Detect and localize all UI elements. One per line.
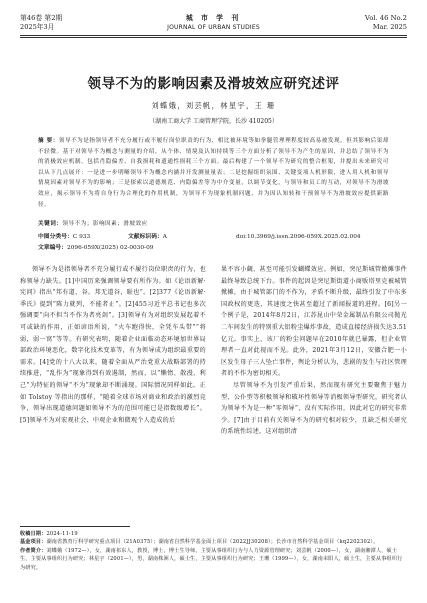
clc-value: C 933 xyxy=(72,234,91,240)
header-center xyxy=(0,14,427,32)
doccode-value: A xyxy=(162,234,167,240)
footnotes xyxy=(20,530,407,572)
author-bio-value: 刘蝶娥（1972—），女，湖南祁东人，教授，博士，博士生导师，主要从事组织行为与人力资源管理研究；刘芸帆（2000—），女，湖南湘潭人，硕士生，主要从事组织行为研究；林星宇（2001—），男，湖南株洲人，硕士生，主要从事组织行为研究；王珊（1999—），女，湖南耒阳人，硕士生，主要从事组织行为研究。 xyxy=(20,547,403,571)
body-paragraph: 尽管领导不为引发严重后果，然而现有研究主要聚焦于魅力型、公仆型等积极领导和破坏性领导等消极领导型研究，研究者认为领导不为是一种“零领导”，没有实际作用，因此对它的研究非常少。[7]由于目前有关领导不为的研究相对较少，且缺乏相关研究的系统性综述，这对组织清 xyxy=(221,381,407,436)
keywords-text: 领导不为；影响因素；滑坡效应 xyxy=(62,221,148,227)
article-title: 领导不为的影响因素及滑坡效应研究述评 xyxy=(87,76,340,92)
body-column-right xyxy=(221,264,407,438)
received-date xyxy=(20,530,407,538)
clc-label: 中图分类号： xyxy=(38,234,73,240)
doi xyxy=(236,233,361,242)
header-rule-top xyxy=(20,35,407,36)
footnote-rule xyxy=(20,526,130,527)
articleno-value: 2096-059X(2025) 02-0030-09 xyxy=(67,245,154,251)
journal-name-cn: 城 市 学 刊 xyxy=(185,14,242,22)
volume-issue-en: Vol. 46 No.2 xyxy=(364,14,407,22)
fund-value: 湖南省教育厅科学研究重点项目（21A0375）；湖南省自然科学基金面上项目（2022JJ30208）；长沙市自然科学基金项目（kq2202302）。 xyxy=(46,539,379,546)
article-authors: 刘蝶娥，刘芸帆，林星宇，王 珊 xyxy=(151,101,276,110)
fund-label: 基金项目： xyxy=(20,539,47,546)
abstract-label: 摘 要： xyxy=(38,138,59,144)
received-value: 2024-11-19 xyxy=(46,531,78,537)
abstract xyxy=(38,136,389,210)
doi-label: doi: xyxy=(236,234,248,240)
header-rule-bottom xyxy=(20,37,407,38)
body-paragraph: 果不容小觑，甚至可能引发蝴蝶效应。例如，突尼斯城管掀摊事件最终导致总统下台。事件的起因是突尼斯街道小商贩塔里克被城管掀摊，由于城管部门的不作为，矛盾不断升级，最终引发了中东多国政权的更迭，其速度之快甚至超过了新闻报道的进程。[6]另一个例子是，2014年8月2日，江苏昆山中荣金属制品有限公司抛光二车间发生的特别重大铝粉尘爆炸事故，造成直接经济损失达3.51亿元。事实上，该厂的粉尘问题早在2010年就已暴露，但企业管理者一直对此视而不见。此外，2021年3月12日，安徽合肥一小区发生母子三人坠亡事件，舆论分析认为，悲剧的发生与社区管理者的不作为密切相关。 xyxy=(221,266,407,378)
clc-number xyxy=(38,233,90,242)
issue-date: 2025年3月 xyxy=(20,23,55,31)
volume-issue: 第46卷 第2期 xyxy=(20,14,63,22)
fund-info xyxy=(20,538,407,546)
article-number xyxy=(38,244,153,253)
journal-name-en: JOURNAL OF URBAN STUDIES xyxy=(167,24,260,31)
keywords-label: 关键词： xyxy=(38,221,63,227)
received-label: 收稿日期： xyxy=(20,531,47,537)
issue-date-en: Mar. 2025 xyxy=(372,23,407,31)
body-column-left xyxy=(20,264,206,426)
keywords xyxy=(38,220,389,229)
doi-value: 10.3969/j.issn.2096-059X.2025.02.004 xyxy=(247,234,361,240)
author-affiliation: （湖南工商大学 工商管理学院，长沙 410205） xyxy=(149,118,278,125)
abstract-text: 领导不为是指领导者不充分履行或不履行岗位职责的行为，相比被环境等如拳腿管理理程度较高易被发现，但其影响后果却不轻微。基于对领导不为概念与测量的介绍，从个体、情境及认知持续等三个方面分析了领导不为产生的原因，并总结了领导不为的消极效应机制，包括肖隐偏差、自我损耗和遗通性损耗三个方面。最后构建了一个领导不为研究的整合框架，并提出未来研究可以从下几点展开：一是进一步明晰领导不为概念内涵并开发测量量表；二是挖掘组织氛围、关键变项人机形限，进人用人机和领导情境因素对领导不为的影响；三是探索以道德规范、内隐偏差等为中介变量，以调节变化，与领导和员工的互动，对领导不为滑坡效应，揭示领导不为将自身行为合理化的作用机制，为领导不为现象机制问题，并为因认知转和干预领导不为滑坡效应提供新路径。 xyxy=(38,138,389,208)
articleno-label: 文章编号： xyxy=(38,245,67,251)
author-bio xyxy=(20,547,407,572)
author-bio-label: 作者简介： xyxy=(20,547,47,554)
document-code xyxy=(128,233,167,242)
doccode-label: 文献标识码： xyxy=(128,234,163,240)
header-right xyxy=(365,14,407,32)
body-paragraph: 领导不为是指领导者不充分履行或不履行岗位职责的行为，也称领导力缺失。[1]中国历来强调领导要有所作为。如《论语新解·宪问》指出“邦有道，谷。邦无道谷，耻也”。[2]377《论语新解·季氏》提到“陈力就列，不能者止”。[2]455习近平总书记也多次强调要“向不担当不作为者亮剑”。[3]领导有为对组织发展起着不可或缺的作用，正如谚语所说，“火车跑得快，全凭车头带”“将弱，弱一窝”等等。有研究表明，随着企业面临动态环境加世界局部政治环境恶化，数字化技术变革等，有为领导成为组织最重要的需求。[4]党的十八大以来，随着全面从严治党重大战略部署的持续推进，“乱作为”现象得到有效遏制，然而，以“懒惰、散漫、利己”为特征的领导“不为”现象却不断涌现。国际情况同样如此。正如 Tolstoy 等指出的那样，“随着全球市场对商业和政治的激烈竞争，领导出现道德问题如领导不为的范围可能已是指数级增长”。[5]领导不为对宏观社会、中观企业和微观个人造成的后 xyxy=(20,266,206,424)
